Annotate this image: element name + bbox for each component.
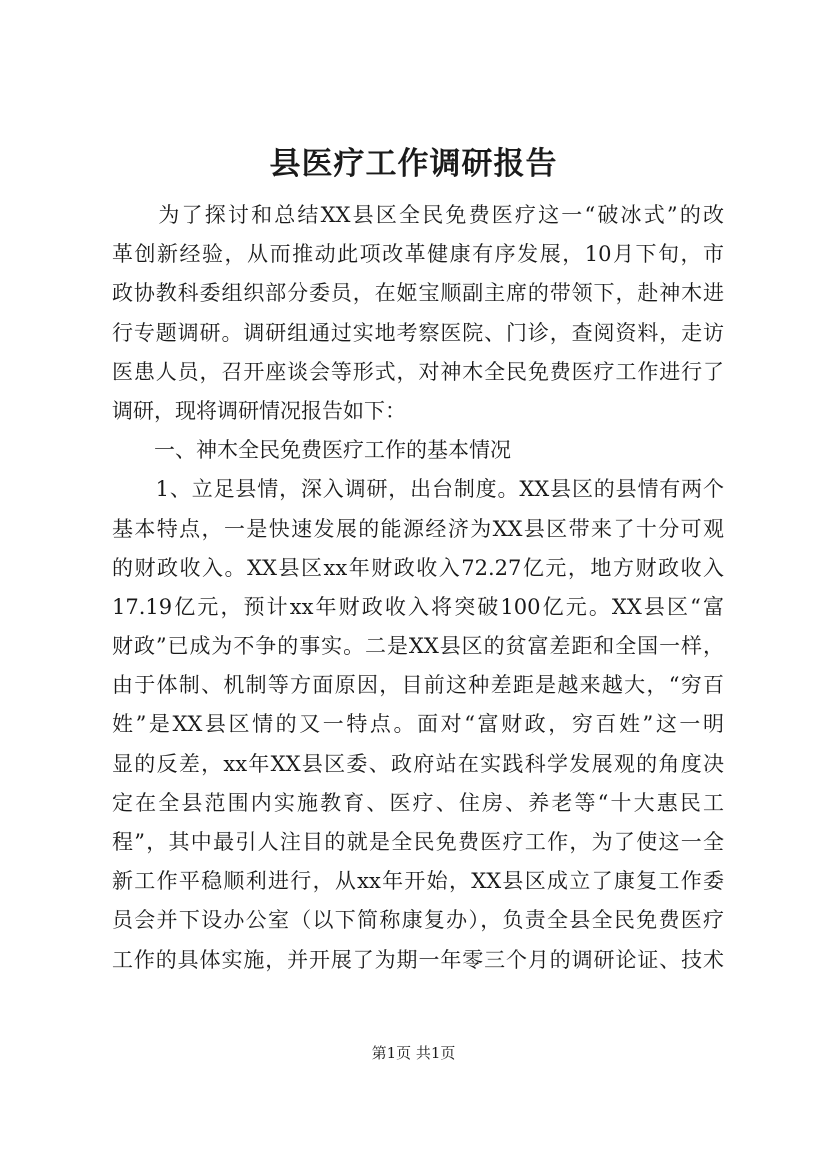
paragraph-line: 定在全县范围内实施教育、医疗、住房、养老等“十大惠民工 [112, 790, 724, 815]
paragraph-line: 显的反差，xx年XX县区委、政府站在实践科学发展观的角度决 [112, 751, 724, 776]
paragraph-line: 一、神木全民免费医疗工作的基本情况 [112, 438, 511, 463]
paragraph-line: 基本特点，一是快速发展的能源经济为XX县区带来了十分可观 [112, 516, 724, 541]
paragraph-line: 医患人员，召开座谈会等形式，对神木全民免费医疗工作进行了 [112, 359, 724, 384]
document-body [112, 196, 724, 980]
paragraph-line: 为了探讨和总结XX县区全民免费医疗这一“破冰式”的改 [112, 203, 724, 227]
paragraph-line: 员会并下设办公室（以下简称康复办），负责全县全民免费医疗 [112, 908, 724, 933]
paragraph-line: 由于体制、机制等方面原因，目前这种差距是越来越大，“穷百 [112, 673, 724, 698]
paragraph-line: 行专题调研。调研组通过实地考察医院、门诊，查阅资料，走访 [112, 320, 724, 345]
paragraph-line: 的财政收入。XX县区xx年财政收入72.27亿元，地方财政收入 [112, 555, 724, 580]
paragraph-line: 革创新经验，从而推动此项改革健康有序发展，10月下旬，市 [112, 242, 724, 267]
page-footer: 第1页 共1页 [371, 1044, 456, 1062]
paragraph-line: 财政”已成为不争的事实。二是XX县区的贫富差距和全国一样， [112, 634, 724, 659]
paragraph-line: 工作的具体实施，并开展了为期一年零三个月的调研论证、技术 [112, 947, 724, 972]
document-title: 县医疗工作调研报告 [269, 146, 558, 182]
paragraph-line: 调研，现将调研情况报告如下： [112, 398, 406, 423]
paragraph-line: 17.19亿元，预计xx年财政收入将突破100亿元。XX县区“富 [112, 594, 724, 619]
paragraph-line: 新工作平稳顺利进行，从xx年开始，XX县区成立了康复工作委 [112, 869, 724, 894]
paragraph-line: 程”，其中最引人注目的就是全民免费医疗工作，为了使这一全 [112, 830, 724, 854]
paragraph-line: 姓”是XX县区情的又一特点。面对“富财政，穷百姓”这一明 [112, 712, 724, 737]
paragraph-line: 1、立足县情，深入调研，出台制度。XX县区的县情有两个 [112, 477, 724, 502]
paragraph-line: 政协教科委组织部分委员，在姬宝顺副主席的带领下，赴神木进 [112, 281, 724, 306]
